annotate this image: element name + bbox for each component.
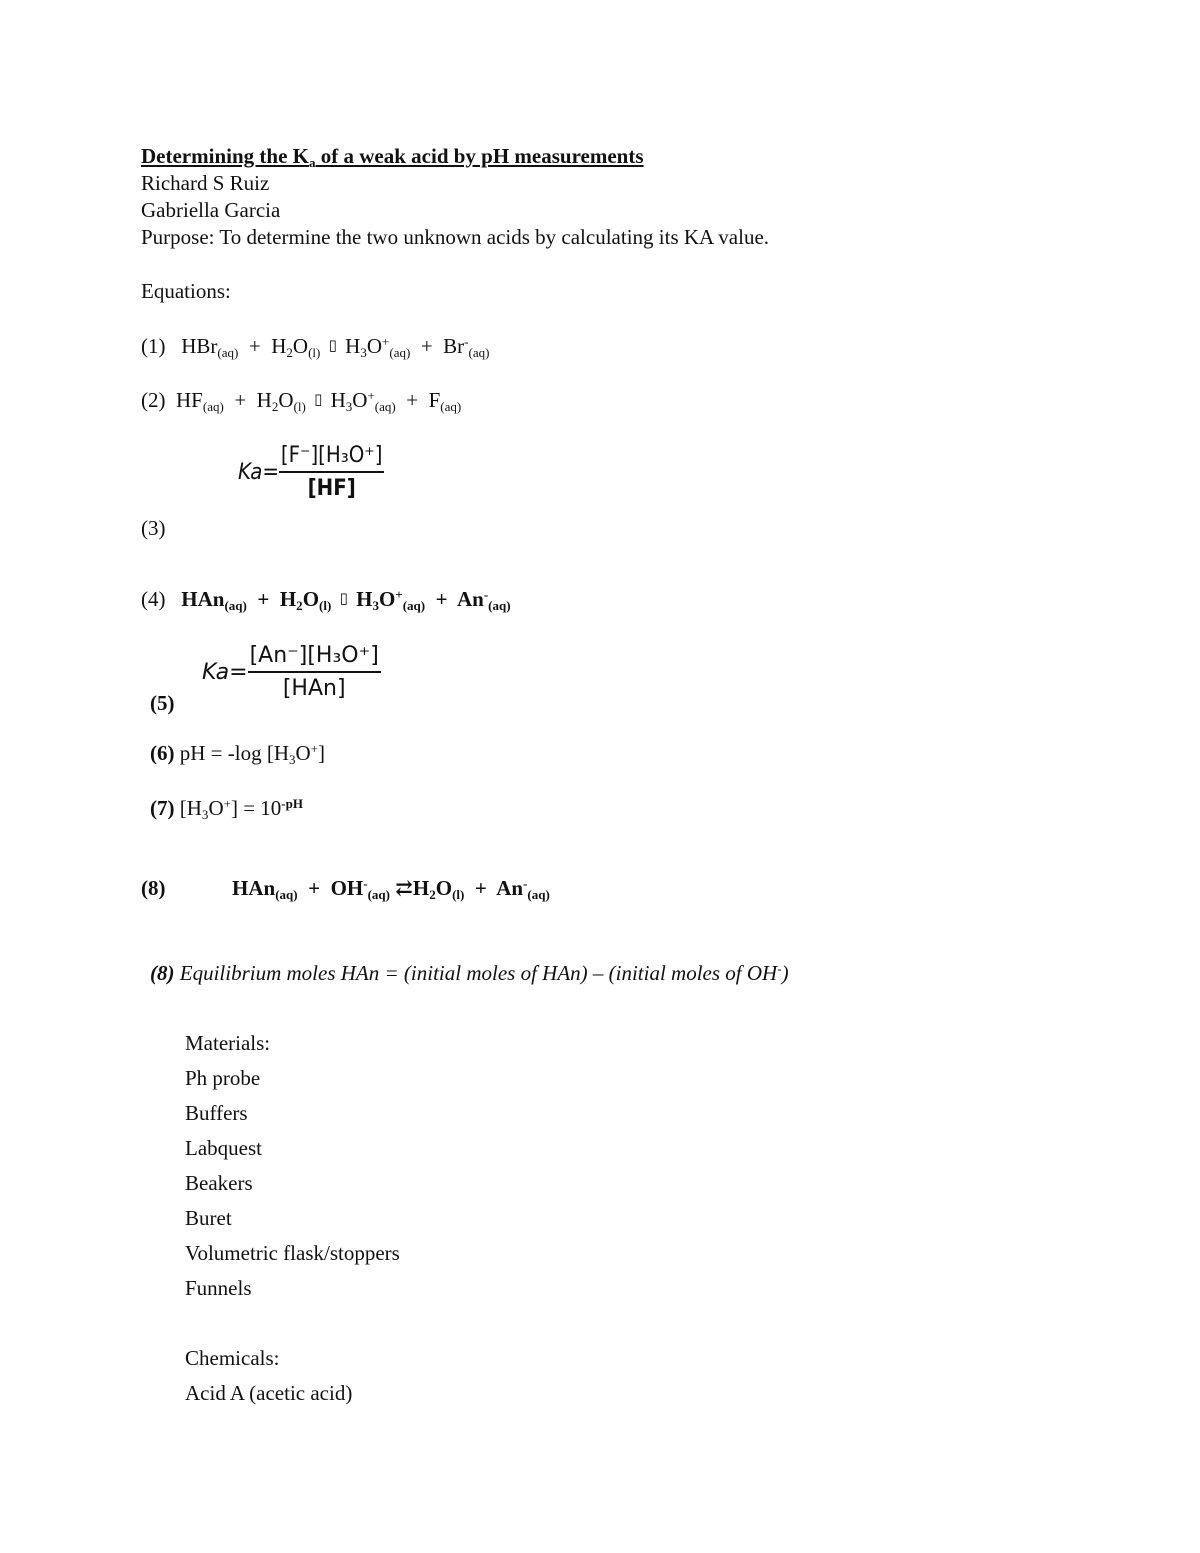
unknown-glyph-icon: ▯ <box>328 337 337 354</box>
equations-heading: Equations: <box>141 279 231 303</box>
unknown-glyph-icon: ▯ <box>339 590 348 607</box>
ka-expression-han <box>202 643 381 701</box>
equation-3-number: (3) <box>141 516 166 540</box>
fraction <box>248 643 381 701</box>
list-item: Ph probe <box>185 1066 261 1090</box>
denominator: [HAn] <box>282 676 346 701</box>
list-item: Volumetric flask/stoppers <box>185 1241 400 1265</box>
purpose-text: Purpose: To determine the two unknown acids by calculating its KA value. <box>141 225 770 249</box>
list-item: Buret <box>185 1206 232 1230</box>
materials-heading: Materials: <box>185 1031 271 1055</box>
numerator: [An⁻][H₃O⁺] <box>249 643 379 668</box>
list-item: Buffers <box>185 1101 248 1125</box>
equilibrium-arrow-icon: ⇄ <box>395 876 413 900</box>
unknown-glyph-icon: ▯ <box>314 391 323 408</box>
author-1: Richard S Ruiz <box>141 171 270 195</box>
equation-8-equilibrium-moles: (8) Equilibrium moles HAn = (initial moles of HAn) – (initial moles of OH-) <box>150 960 789 985</box>
denominator: [HF] <box>307 476 356 501</box>
equation-6: (6) pH = -log $[H_3O^+]$ <box>150 740 326 767</box>
fraction <box>279 443 385 501</box>
equation-8: $HAn_{(aq)} + OH^-_{(aq)}$ $⇄H_2O_{(l)} + An^-_{(aq)}$ <box>232 875 550 902</box>
equation-1: (1) $HBr_{(aq)} + H_2O_{(l)}$ ▯ $H_3O^+_{(aq)} + Br^-_{(aq)}$ <box>141 333 490 360</box>
equation-4: (4) $HAn_{(aq)} + H_2O_{(l)}$ ▯ $H_3O^+_{(aq)} + An^-_{(aq)}$ <box>141 586 511 613</box>
chemicals-heading: Chemicals: <box>185 1346 280 1370</box>
ka-label: Ka= <box>238 459 279 485</box>
list-item: Labquest <box>185 1136 262 1160</box>
numerator: [F⁻][H₃O⁺] <box>280 443 383 468</box>
equation-5-number: (5) <box>150 691 175 715</box>
ka-expression-hf <box>238 443 384 501</box>
equation-2: (2) $HF_{(aq)} + H_2O_{(l)}$ ▯ $H_3O^+_{(aq)} + F_{(aq)}$ <box>141 387 462 414</box>
list-item: Acid A (acetic acid) <box>185 1381 353 1405</box>
equation-7: (7) $[H_3O^+] = 10^{-pH}$ <box>150 795 303 822</box>
document-title: Determining the $K_a$ of a weak acid by pH measurements <box>141 144 644 170</box>
ka-label: Ka= <box>202 659 248 685</box>
equation-8-number: (8) <box>141 876 166 900</box>
author-2: Gabriella Garcia <box>141 198 281 222</box>
list-item: Funnels <box>185 1276 252 1300</box>
list-item: Beakers <box>185 1171 253 1195</box>
